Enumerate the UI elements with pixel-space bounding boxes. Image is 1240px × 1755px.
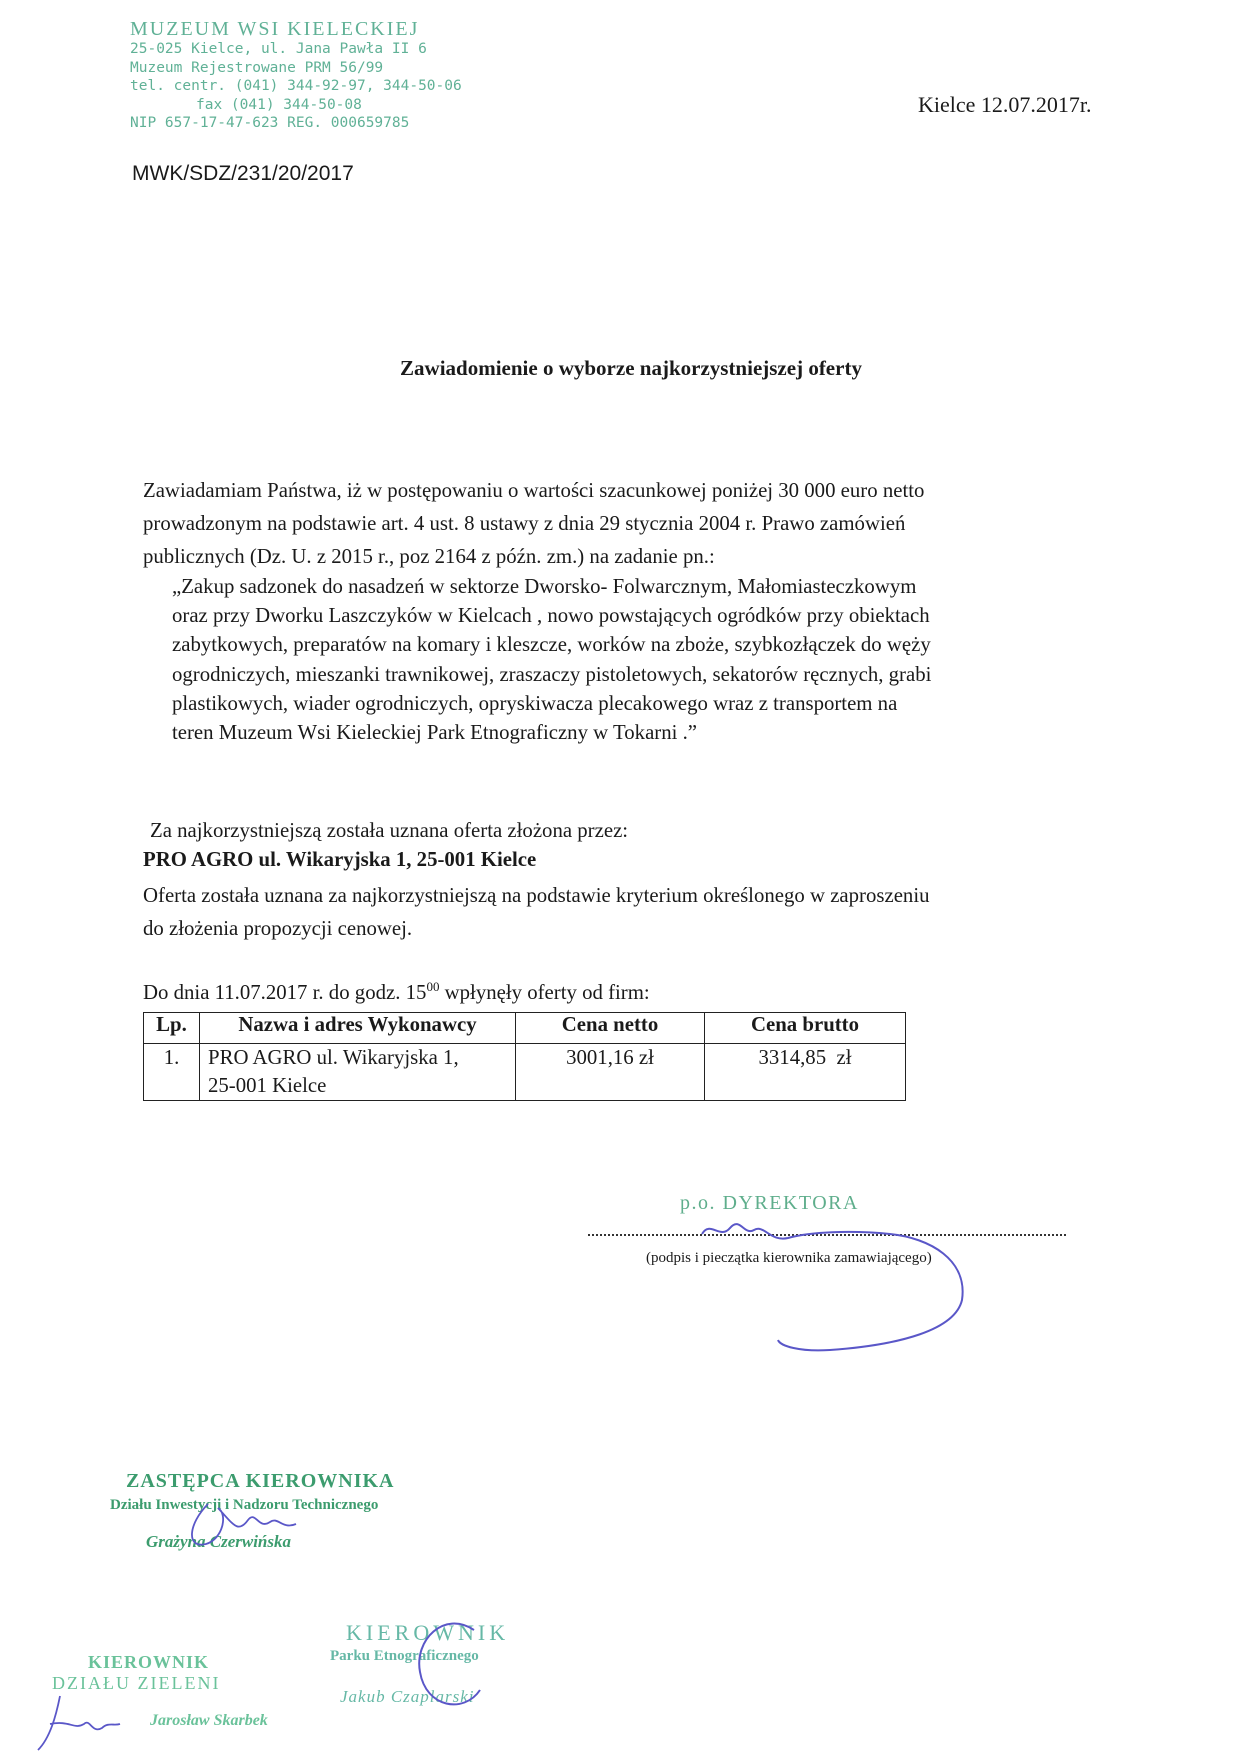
table-header-row xyxy=(144,1013,906,1044)
green-manager-signature xyxy=(30,1690,140,1754)
deputy-signature xyxy=(178,1494,318,1554)
park-manager-department: Parku Etnograficznego xyxy=(330,1648,479,1664)
header-contractor: Nazwa i adres Wykonawcy xyxy=(200,1013,516,1044)
offers-intro-minutes: 00 xyxy=(426,979,440,994)
task-quote-line: zabytkowych, preparatów na komary i kleszcze, worków na zboże, szybkozłączek do węży xyxy=(172,633,931,657)
justification-line: Oferta została uznana za najkorzystniejszą na podstawie kryterium określonego w zaproszeniu xyxy=(143,884,930,907)
document-title: Zawiadomienie o wyborze najkorzystniejszej oferty xyxy=(400,356,862,380)
winner-intro: Za najkorzystniejszą została uznana oferta złożona przez: xyxy=(150,819,629,842)
park-manager-signature xyxy=(404,1610,494,1720)
task-quote-line: ogrodniczych, mieszanki trawnikowej, zraszaczy pistoletowych, sekatorów ręcznych, grabi xyxy=(172,662,932,686)
stamp-line-nip: NIP 657-17-47-623 REG. 000659785 xyxy=(130,115,410,131)
park-manager-name: Jakub Czaplarski xyxy=(340,1687,475,1706)
winner-name: PRO AGRO ul. Wikaryjska 1, 25-001 Kielce xyxy=(143,848,537,871)
offers-table xyxy=(143,1012,906,1101)
header-lp: Lp. xyxy=(144,1013,200,1044)
contractor-line: 25-001 Kielce xyxy=(208,1074,327,1097)
reference-number: MWK/SDZ/231/20/2017 xyxy=(132,162,354,185)
deputy-name: Grażyna Czerwińska xyxy=(146,1532,292,1551)
stamp-line-phone: tel. centr. (041) 344-92-97, 344-50-06 xyxy=(130,78,462,94)
institution-stamp xyxy=(130,18,462,133)
header-net-price: Cena netto xyxy=(516,1013,705,1044)
green-manager-title: KIEROWNIK xyxy=(88,1652,210,1672)
stamp-line-registry: Muzeum Rejestrowane PRM 56/99 xyxy=(130,59,384,76)
signature-caption: (podpis i pieczątka kierownika zamawiającego) xyxy=(646,1250,932,1266)
cell-lp: 1. xyxy=(144,1044,200,1101)
task-quote-line: plastikowych, wiader ogrodniczych, opryskiwacza plecakowego wraz z transportem na xyxy=(172,691,898,715)
contractor-line: PRO AGRO ul. Wikaryjska 1, xyxy=(208,1046,459,1069)
intro-line-1: Zawiadamiam Państwa, iż w postępowaniu o wartości szacunkowej poniżej 30 000 euro netto xyxy=(143,479,925,502)
document-date: Kielce 12.07.2017r. xyxy=(918,92,1092,117)
director-stamp: p.o. DYREKTORA xyxy=(680,1192,859,1214)
offers-intro-prefix: Do dnia 11.07.2017 r. do godz. 15 xyxy=(143,980,427,1004)
task-quote-line: oraz przy Dworku Laszczyków w Kielcach , nowo powstających ogródków przy obiektach xyxy=(172,604,930,628)
header-gross-price: Cena brutto xyxy=(705,1013,906,1044)
task-quote-line: teren Muzeum Wsi Kieleckiej Park Etnograficzny w Tokarni .” xyxy=(172,721,698,745)
table-row xyxy=(144,1044,906,1101)
winner-justification xyxy=(143,879,930,945)
intro-line-3: publicznych (Dz. U. z 2015 r., poz 2164 z późn. zm.) na zadanie pn.: xyxy=(143,545,715,568)
stamp-line-address: 25-025 Kielce, ul. Jana Pawła II 6 xyxy=(130,41,427,57)
deputy-department: Działu Inwestycji i Nadzoru Technicznego xyxy=(110,1497,379,1513)
green-manager-name: Jarosław Skarbek xyxy=(150,1712,268,1729)
offers-intro xyxy=(143,979,650,1005)
intro-line-2: prowadzonym na podstawie art. 4 ust. 8 ustawy z dnia 29 stycznia 2004 r. Prawo zamówień xyxy=(143,512,906,535)
cell-contractor xyxy=(200,1044,516,1101)
stamp-line-name: MUZEUM WSI KIELECKIEJ xyxy=(130,18,420,40)
park-manager-title: KIEROWNIK xyxy=(346,1620,510,1645)
task-quote-line: „Zakup sadzonek do nasadzeń w sektorze Dworsko- Folwarcznym, Małomiasteczkowym xyxy=(172,575,917,598)
cell-gross-price: 3314,85 zł xyxy=(705,1044,906,1101)
director-signature xyxy=(700,1200,980,1360)
stamp-line-fax: fax (041) 344-50-08 xyxy=(196,96,362,113)
green-manager-department: DZIAŁU ZIELENI xyxy=(52,1673,221,1693)
task-quote xyxy=(172,572,1102,747)
cell-net-price: 3001,16 zł xyxy=(516,1044,705,1101)
justification-line: do złożenia propozycji cenowej. xyxy=(143,917,413,940)
offers-intro-suffix: wpłynęły oferty od firm: xyxy=(439,980,650,1004)
deputy-title: ZASTĘPCA KIEROWNIKA xyxy=(126,1470,395,1492)
